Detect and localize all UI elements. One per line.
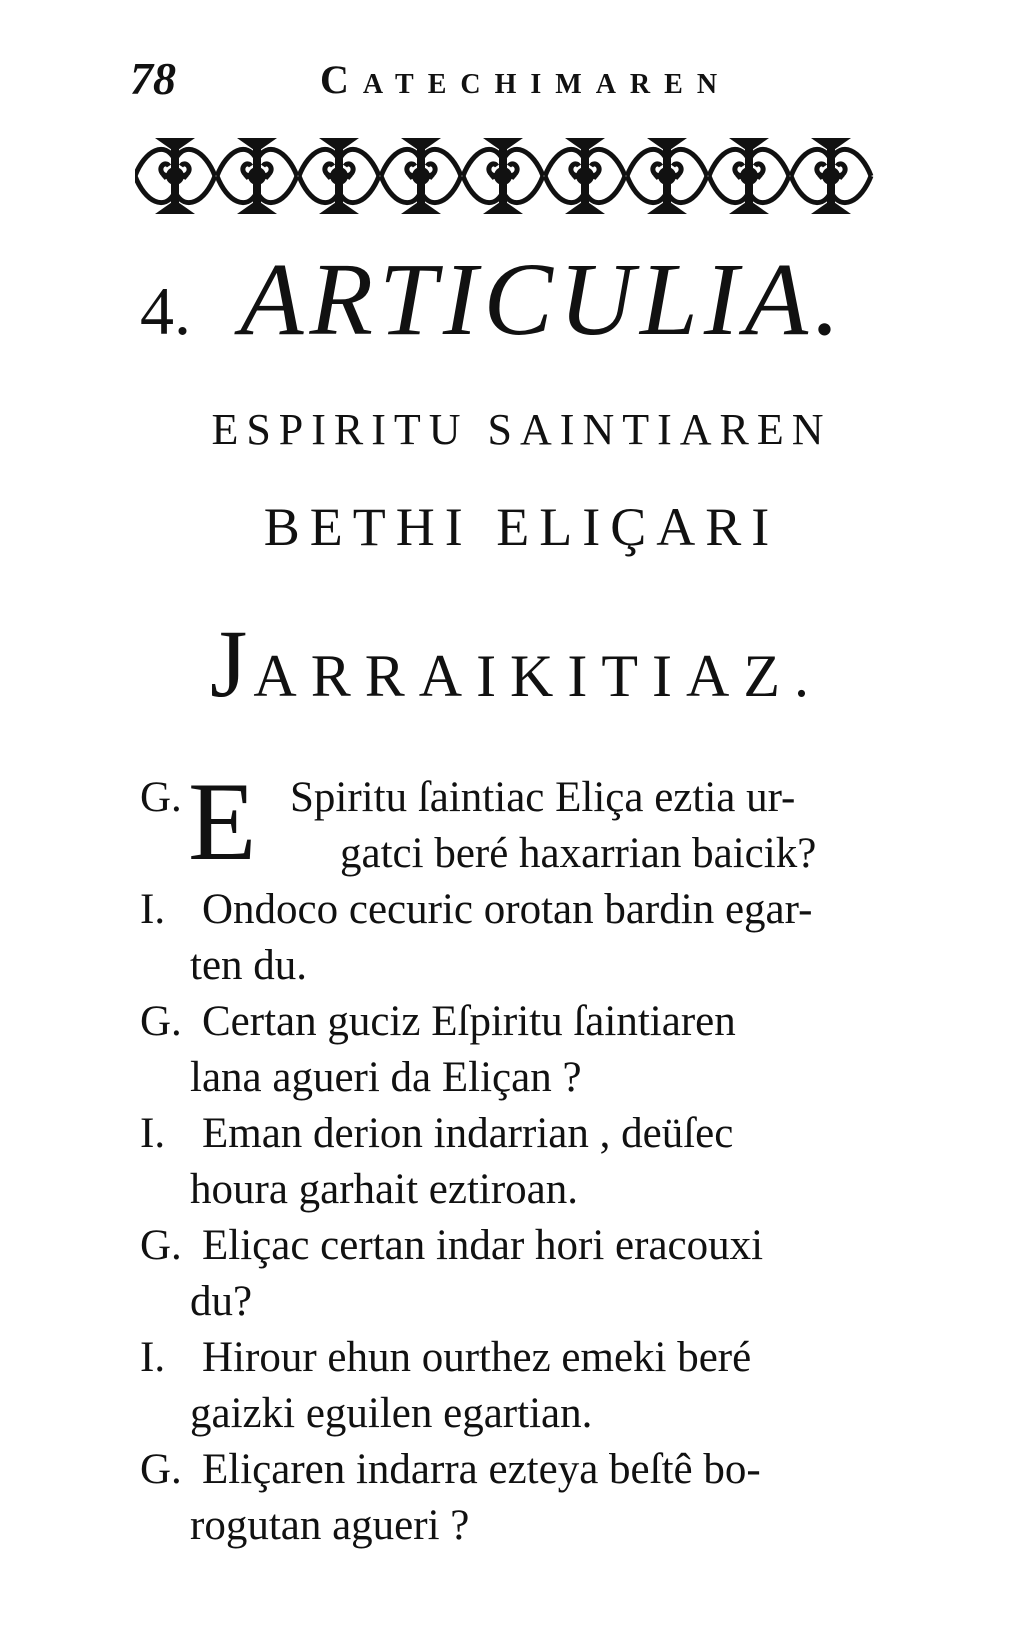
dialogue-line: du?: [190, 1278, 253, 1325]
dialogue-line: ten du.: [190, 942, 308, 989]
subtitle-line-3: [0, 608, 1023, 719]
running-head: [130, 52, 890, 102]
dialogue-entry: [140, 760, 900, 884]
dialogue-entry: [140, 882, 900, 994]
dialogue-entry: [140, 1330, 900, 1442]
dialogue-entry: [140, 1106, 900, 1218]
page-number: 78: [130, 53, 176, 104]
dialogue-line: Hirour ehun ourthez emeki beré: [202, 1334, 752, 1381]
subtitle-initial: J: [210, 610, 254, 717]
dialogue-line: Ondoco cecuric orotan bardin egar-: [202, 886, 813, 933]
speaker-label: G.: [140, 998, 182, 1045]
dialogue-line: Eman derion indarrian , deüſec: [202, 1110, 734, 1157]
dialogue-line: Eliçac certan indar hori eracouxi: [202, 1222, 764, 1269]
article-number: 4.: [140, 273, 191, 349]
dialogue-line: lana agueri da Eliçan ?: [190, 1054, 582, 1101]
speaker-label: G.: [140, 774, 182, 821]
speaker-label: I.: [140, 1334, 166, 1381]
subtitle-line-2: BETHI ELIÇARI: [263, 497, 780, 557]
dialogue-line: houra garhait eztiroan.: [190, 1166, 579, 1213]
running-title: Catechimaren: [320, 57, 732, 102]
dialogue-entry: [140, 1442, 900, 1554]
dialogue-line: gatci beré haxarrian baicik?: [340, 830, 817, 877]
subtitle-line-3-text: ARRAIKITIAZ.: [253, 643, 823, 709]
speaker-label: I.: [140, 886, 166, 933]
fleuron-unit: [135, 138, 215, 214]
subtitle-line-1: ESPIRITU SAINTIAREN: [211, 405, 832, 454]
article-heading: [140, 240, 900, 357]
ornament-band: [135, 130, 890, 222]
speaker-label: G.: [140, 1446, 182, 1493]
drop-cap: E: [188, 760, 257, 884]
dialogue-line: rogutan agueri ?: [190, 1502, 470, 1549]
dialogue-line: gaizki eguilen egartian.: [190, 1390, 593, 1437]
article-title: ARTICULIA.: [240, 242, 846, 357]
dialogue-line: Spiritu ſaintiac Eliça eztia ur-: [290, 774, 796, 821]
dialogue-line: Certan guciz Eſpiritu ſaintiaren: [202, 998, 736, 1045]
speaker-label: G.: [140, 1222, 182, 1269]
speaker-label: I.: [140, 1110, 166, 1157]
dialogue-line: Eliçaren indarra ezteya beſtê bo-: [202, 1446, 761, 1493]
dialogue-entry: [140, 1218, 900, 1330]
dialogue-entry: [140, 994, 900, 1106]
catechism-dialogue: [140, 760, 900, 1554]
